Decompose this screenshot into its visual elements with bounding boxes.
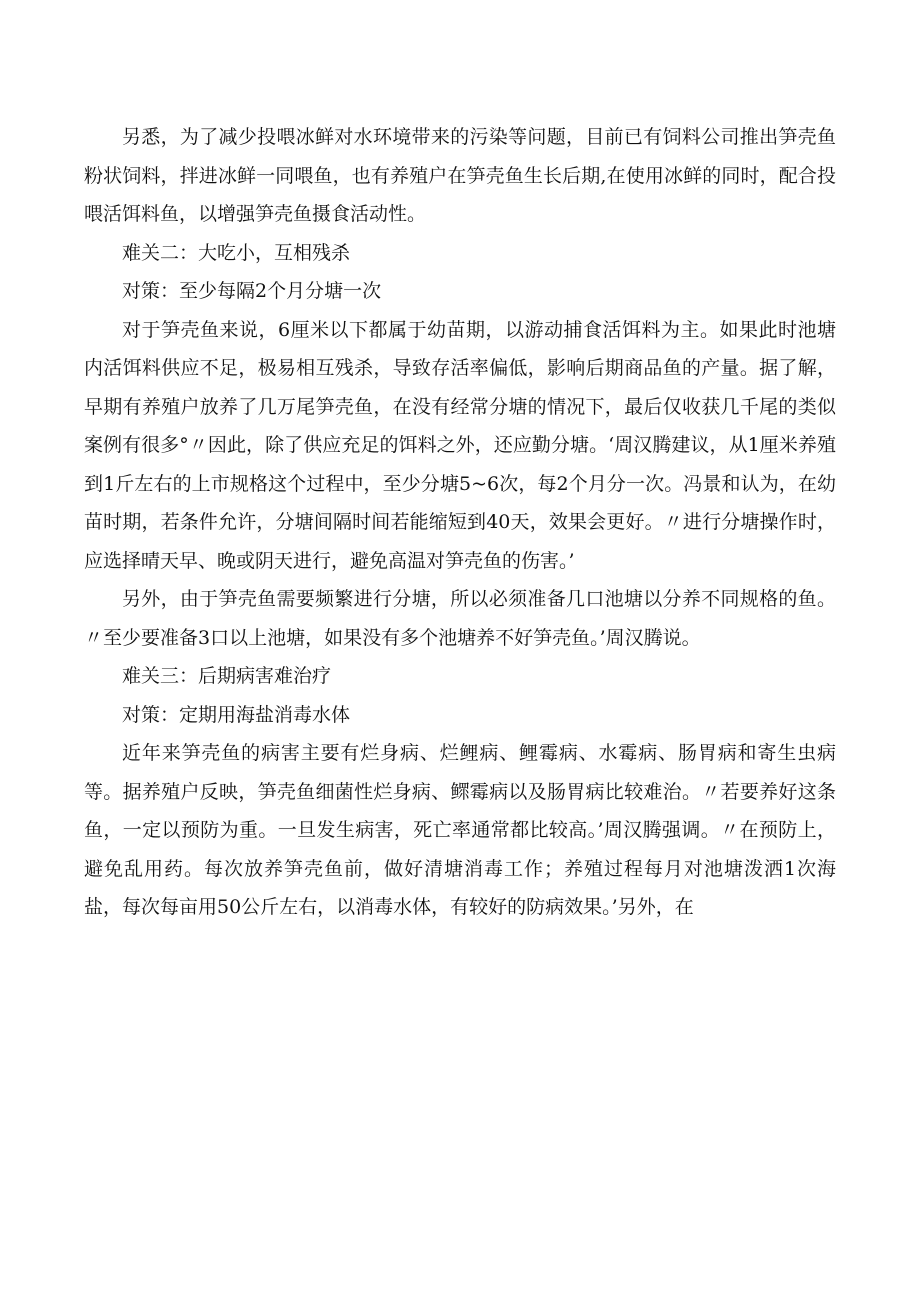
paragraph-disease-prevention: 近年来笋壳鱼的病害主要有烂身病、烂鲤病、鲤霉病、水霉病、肠胃病和寄生虫病等。据养殖户反映，笋壳鱼细菌性烂身病、鳏霉病以及肠胃病比较难治。〃若要养好这条鱼，一定以预防为重。一旦发生病害，死亡率通常都比较高。’周汉腾强调。〃在预防上，避免乱用药。每次放养笋壳鱼前，做好清塘消毒工作；养殖过程每月对池塘泼洒1次海盐，每次每亩用50公斤左右，以消毒水体，有较好的防病效果。’另外，在 [84,742,836,918]
heading-strategy-two: 对策：至少每隔2个月分塘一次 [122,280,382,302]
paragraph-fry-stage: 对于笋壳鱼来说，6厘米以下都属于幼苗期，以游动捕食活饵料为主。如果此时池塘内活饵料供应不足，极易相互残杀，导致存活率偏低，影响后期商品鱼的产量。据了解，早期有养殖户放养了几万尾笋壳鱼，在没有经常分塘的情况下，最后仅收获几千尾的类似案例有很多°〃因此，除了供应充足的饵料之外，还应勤分塘。‘周汉腾建议，从1厘米养殖到1斤左右的上市规格这个过程中，至少分塘5~6次，每2个月分一次。冯景和认为，在幼苗时期，若条件允许，分塘间隔时间若能缩短到40天，效果会更好。〃进行分塘操作时，应选择晴天早、晚或阴天进行，避免高温对笋壳鱼的伤害。’ [84,318,836,572]
paragraph-multiple-ponds: 另外，由于笋壳鱼需要频繁进行分塘，所以必须准备几口池塘以分养不同规格的鱼。〃至少要准备3口以上池塘，如果没有多个池塘养不好笋壳鱼。’周汉腾说。 [84,588,836,649]
heading-challenge-two: 难关二：大吃小，互相残杀 [122,241,351,264]
document-body [84,118,836,927]
paragraph-feed-pollution: 另悉，为了减少投喂冰鲜对水环境带来的污染等问题，目前已有饲料公司推出笋壳鱼粉状饲料，拌进冰鲜一同喂鱼，也有养殖户在笋壳鱼生长后期,在使用冰鲜的同时，配合投喂活饵料鱼，以增强笋壳鱼摄食活动性。 [84,126,836,225]
heading-challenge-three: 难关三：后期病害难治疗 [122,665,332,687]
heading-strategy-three: 对策：定期用海盐消毒水体 [122,703,351,726]
